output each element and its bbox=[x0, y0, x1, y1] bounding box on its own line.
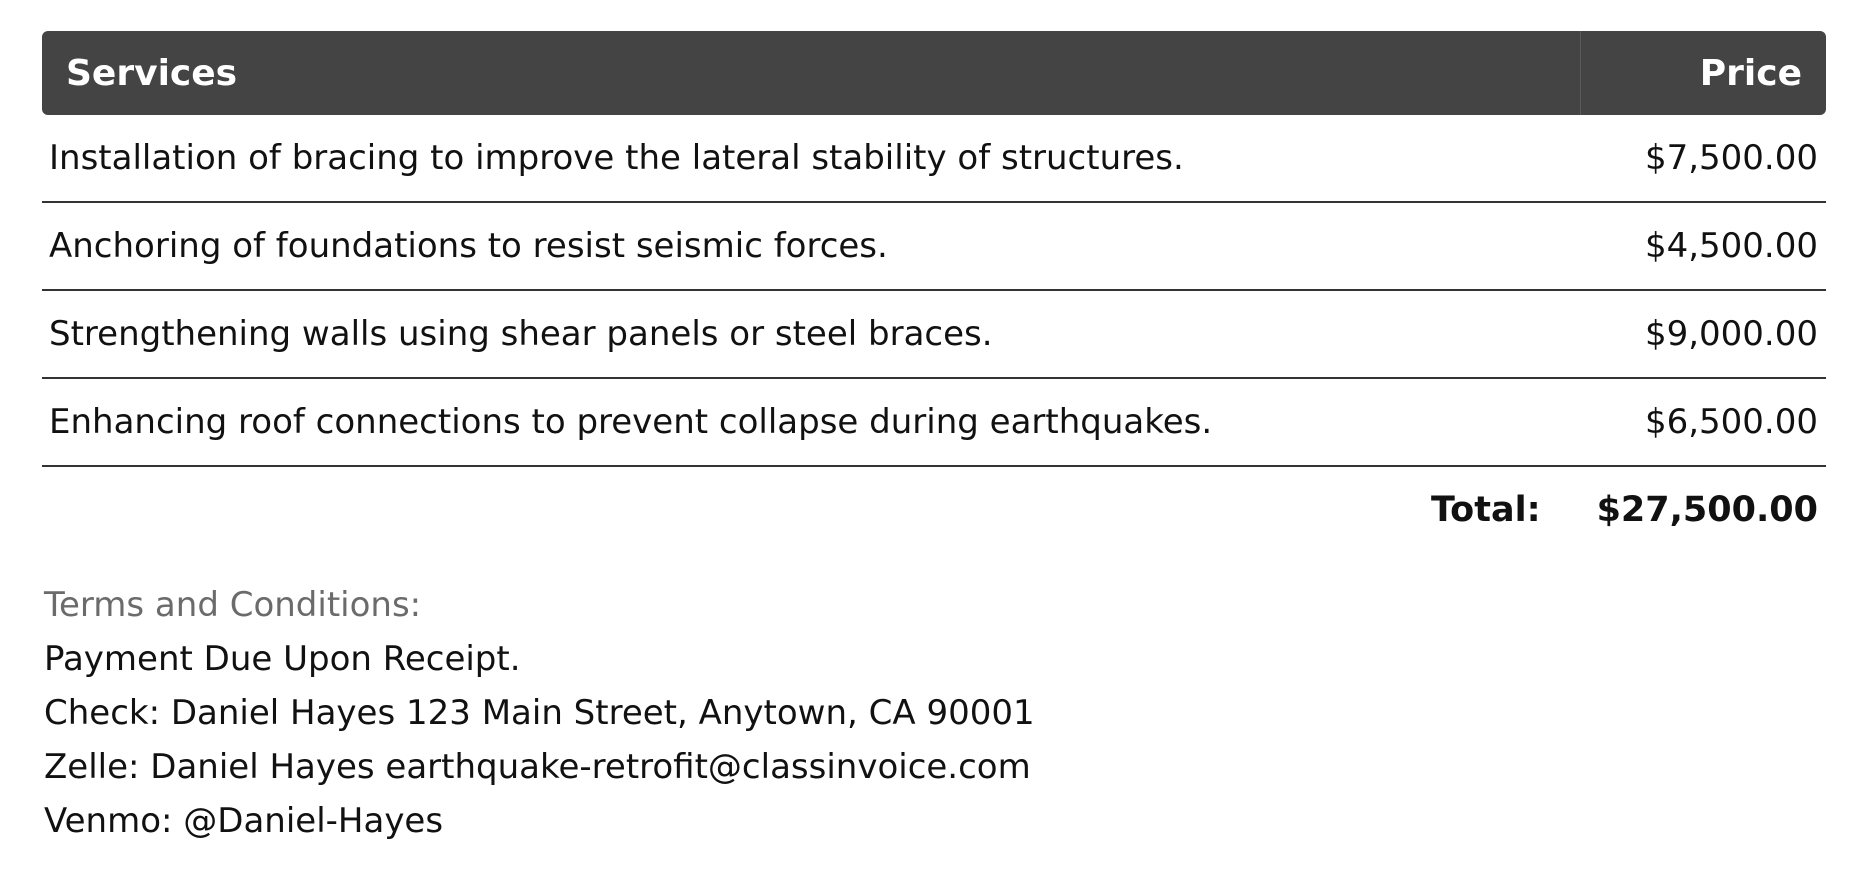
service-description: Anchoring of foundations to resist seismic forces. bbox=[49, 226, 888, 266]
terms-line-payment: Payment Due Upon Receipt. bbox=[44, 639, 521, 679]
price-column-header: Price bbox=[1699, 52, 1802, 94]
total-label: Total: bbox=[1430, 490, 1541, 530]
service-price: $4,500.00 bbox=[1644, 226, 1818, 266]
table-header bbox=[42, 31, 1826, 115]
total-value: $27,500.00 bbox=[1596, 490, 1818, 530]
service-price: $9,000.00 bbox=[1644, 314, 1818, 354]
table-row bbox=[42, 203, 1826, 291]
terms-section bbox=[44, 578, 1035, 848]
service-description: Installation of bracing to improve the lateral stability of structures. bbox=[49, 138, 1184, 178]
table-row bbox=[42, 291, 1826, 379]
table-row bbox=[42, 115, 1826, 203]
service-price: $6,500.00 bbox=[1644, 402, 1818, 442]
services-table bbox=[42, 31, 1826, 553]
terms-heading: Terms and Conditions: bbox=[44, 585, 422, 625]
terms-line-zelle: Zelle: Daniel Hayes earthquake-retrofit@classinvoice.com bbox=[44, 747, 1031, 787]
table-row bbox=[42, 379, 1826, 467]
services-column-header: Services bbox=[42, 31, 1581, 115]
terms-line-venmo: Venmo: @Daniel-Hayes bbox=[44, 801, 444, 841]
service-description: Enhancing roof connections to prevent collapse during earthquakes. bbox=[49, 402, 1213, 442]
service-description: Strengthening walls using shear panels or steel braces. bbox=[49, 314, 993, 354]
total-row bbox=[42, 467, 1826, 553]
terms-line-check: Check: Daniel Hayes 123 Main Street, Anytown, CA 90001 bbox=[44, 693, 1035, 733]
service-price: $7,500.00 bbox=[1644, 138, 1818, 178]
